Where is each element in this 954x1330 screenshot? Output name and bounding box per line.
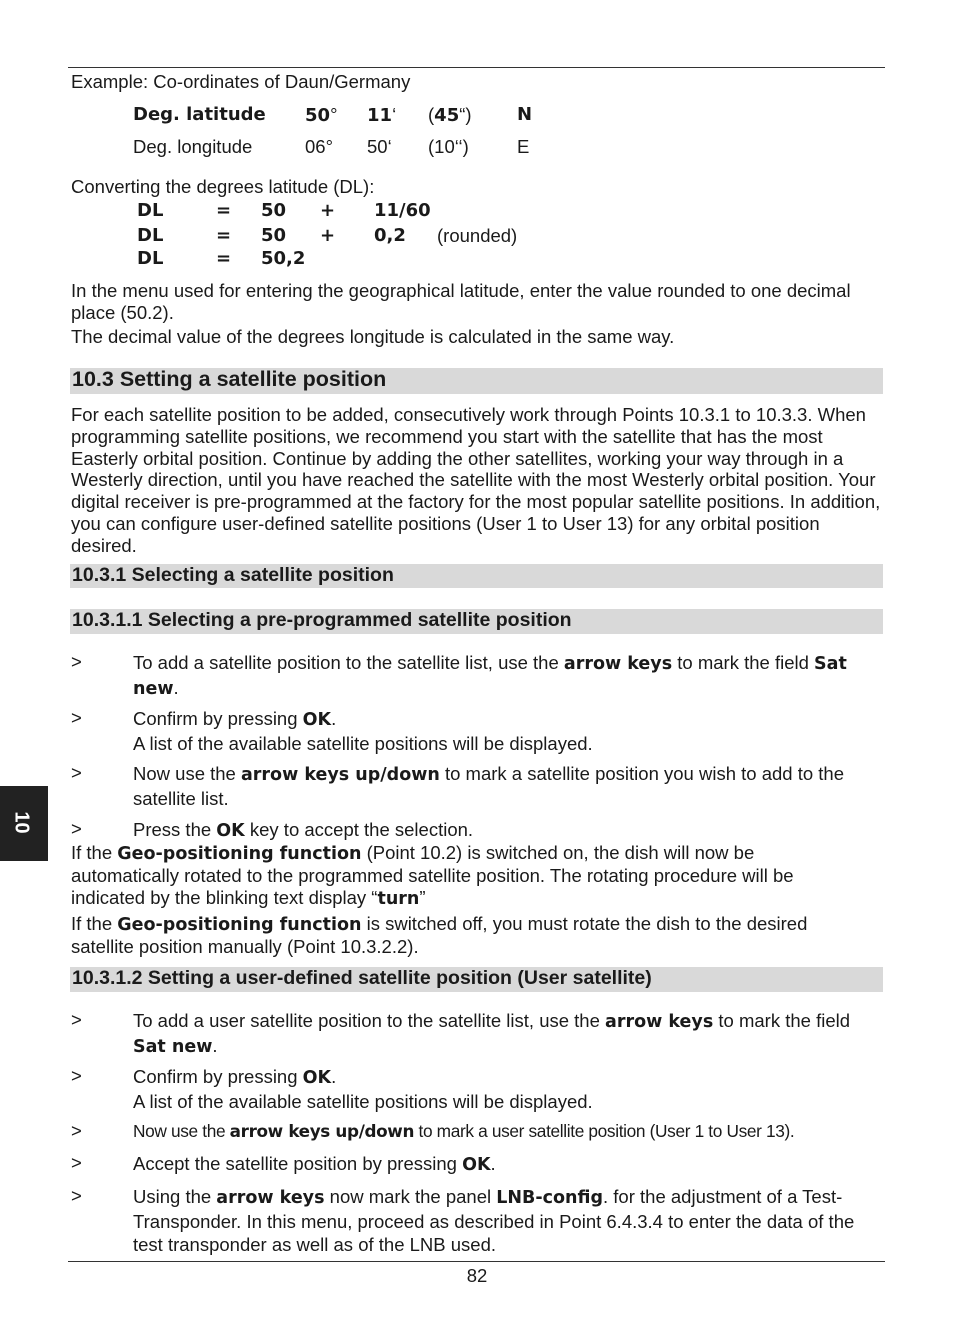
bullet-marker: >: [71, 1065, 82, 1086]
lat-min: 11‘: [367, 104, 397, 126]
paragraph: In the menu used for entering the geographical latitude, enter the value rounded to one decimal place (50.2).: [71, 280, 851, 323]
dl-term: 0,2: [374, 225, 406, 246]
lon-sec: (10‘‘): [428, 136, 469, 157]
subsection-heading: 10.3.1.1 Selecting a pre-programmed satellite position: [70, 609, 883, 634]
lon-dir: E: [517, 136, 530, 157]
dl-label: DL: [137, 225, 164, 246]
dl-eq: =: [216, 248, 232, 269]
dl-value: 50: [261, 225, 287, 246]
lon-min: 50‘: [367, 136, 392, 157]
lat-label: Deg. latitude: [133, 104, 266, 125]
subsection-heading: 10.3.1.2 Setting a user-defined satellite position (User satellite): [70, 967, 883, 992]
example-caption: Example: Co-ordinates of Daun/Germany: [71, 71, 411, 92]
paragraph: The decimal value of the degrees longitude is calculated in the same way.: [71, 326, 675, 347]
chapter-tab: [0, 786, 48, 861]
dl-eq: =: [216, 200, 232, 221]
paragraph: If the Geo-positioning function (Point 10.2) is switched on, the dish will now be automatically rotated to the programmed satellite position. The rotating procedure will be indicated by the blinking text display “turn”: [71, 842, 794, 909]
lon-deg: 06°: [305, 136, 333, 157]
top-rule: [68, 67, 885, 68]
dl-plus: +: [320, 225, 336, 246]
lat-deg: 50°: [305, 104, 338, 126]
page-number: 82: [466, 1265, 488, 1286]
dl-term: 11/60: [374, 200, 431, 221]
bullet-marker: >: [71, 1185, 82, 1206]
dl-label: DL: [137, 200, 164, 221]
bullet-marker: >: [71, 651, 82, 672]
bullet-marker: >: [71, 1152, 82, 1173]
converting-caption: Converting the degrees latitude (DL):: [71, 176, 375, 197]
bottom-rule: [68, 1261, 885, 1262]
bullet-marker: >: [71, 707, 82, 728]
lat-dir: N: [517, 104, 533, 125]
bullet-marker: >: [71, 818, 82, 839]
dl-eq: =: [216, 225, 232, 246]
subsection-heading: 10.3.1 Selecting a satellite position: [70, 564, 883, 588]
paragraph: For each satellite position to be added, consecutively work through Points 10.3.1 to 10.3.3. When programming satellite positions, we recommend you start with the satellite that has the most Easterly orbital position. Continue by adding the other satellites, working your way through in a Westerly direction, until you have reached the satellite with the most Westerly orbital position. Your digital receiver is pre-programmed at the factory for the most popular satellite positions. In addition, you can configure user-defined satellite positions (User 1 to User 13) for any orbital position desired.: [71, 404, 881, 556]
dl-label: DL: [137, 248, 164, 269]
bullet-marker: >: [71, 762, 82, 783]
chapter-tab-label: 10: [10, 811, 33, 834]
dl-value: 50,2: [261, 248, 306, 269]
lon-label: Deg. longitude: [133, 136, 253, 157]
lat-sec: (45“): [428, 104, 472, 126]
dl-plus: +: [320, 200, 336, 221]
dl-value: 50: [261, 200, 287, 221]
section-heading: 10.3 Setting a satellite position: [70, 368, 883, 394]
paragraph: If the Geo-positioning function is switched off, you must rotate the dish to the desired satellite position manually (Point 10.3.2.2).: [71, 913, 808, 957]
dl-note: (rounded): [437, 225, 518, 246]
bullet-marker: >: [71, 1120, 82, 1141]
bullet-marker: >: [71, 1009, 82, 1030]
